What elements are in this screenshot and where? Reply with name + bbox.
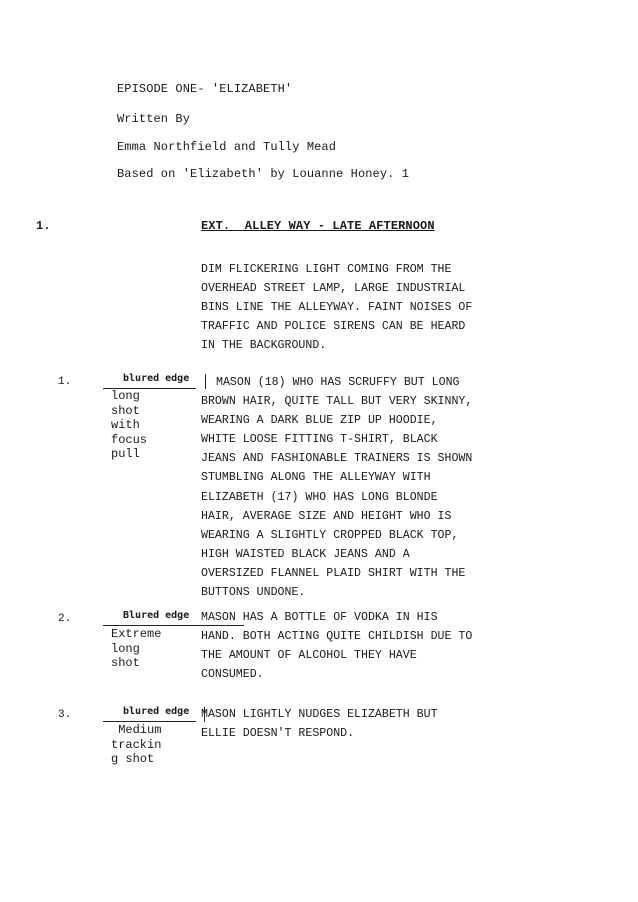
camera-direction: Extreme long shot (111, 627, 162, 670)
shot-number: 2. (58, 613, 72, 625)
shot-tag: blured edge (123, 373, 190, 384)
authors: Emma Northfield and Tully Mead (117, 140, 337, 154)
based-on-credit: Based on 'Elizabeth' by Louanne Honey. 1 (117, 167, 410, 181)
scene-heading: EXT. ALLEY WAY - LATE AFTERNOON (201, 219, 435, 233)
written-by-label: Written By (117, 112, 191, 126)
camera-direction: Medium trackin g shot (111, 723, 162, 766)
shot-number: 3. (58, 709, 72, 721)
scene-description: DIM FLICKERING LIGHT COMING FROM THE OVERHEAD STREET LAMP, LARGE INDUSTRIAL BINS LINE THE ALLEYWAY. FAINT NOISES OF TRAFFIC AND POLICE SIRENS CAN BE HEARD IN THE BACKGROUND. (201, 263, 473, 353)
camera-direction: long shot with focus pull (111, 389, 148, 461)
tag-underline (103, 721, 196, 722)
scene-number: 1. (36, 219, 51, 233)
shot-tag: blured edge (123, 706, 190, 717)
shot-tag: Blured edge (123, 610, 190, 621)
shot-action: MASON HAS A BOTTLE OF VODKA IN HIS HAND. BOTH ACTING QUITE CHILDISH DUE TO THE AMOUNT OF ALCOHOL THEY HAVE CONSUMED. (201, 611, 473, 682)
shot-action: MASON LIGHTLY NUDGES ELIZABETH BUT ELLIE DOESN'T RESPOND. (201, 708, 438, 741)
shot-number: 1. (58, 376, 72, 388)
shot-action-first-line: MASON (18) WHO HAS SCRUFFY BUT LONG (216, 376, 460, 389)
episode-title: EPISODE ONE- 'ELIZABETH' (117, 82, 293, 96)
shot-action: BROWN HAIR, QUITE TALL BUT VERY SKINNY, WEARING A DARK BLUE ZIP UP HOODIE, WHITE LOOSE FITTING T-SHIRT, BLACK JEANS AND FASHIONABLE TRAINERS IS SHOWN STUMBLING ALONG THE ALLEYWAY WITH ELIZABETH (17) WHO HAS LONG BLONDE HAIR, AVERAGE SIZE AND HEIGHT WHO IS WEARING A SLIGHTLY CROPPED BLACK TOP, HIGH WAISTED BLACK JEANS AND A OVERSIZED FLANNEL PLAID SHIRT WITH THE BUTTONS UNDONE. (201, 395, 473, 600)
